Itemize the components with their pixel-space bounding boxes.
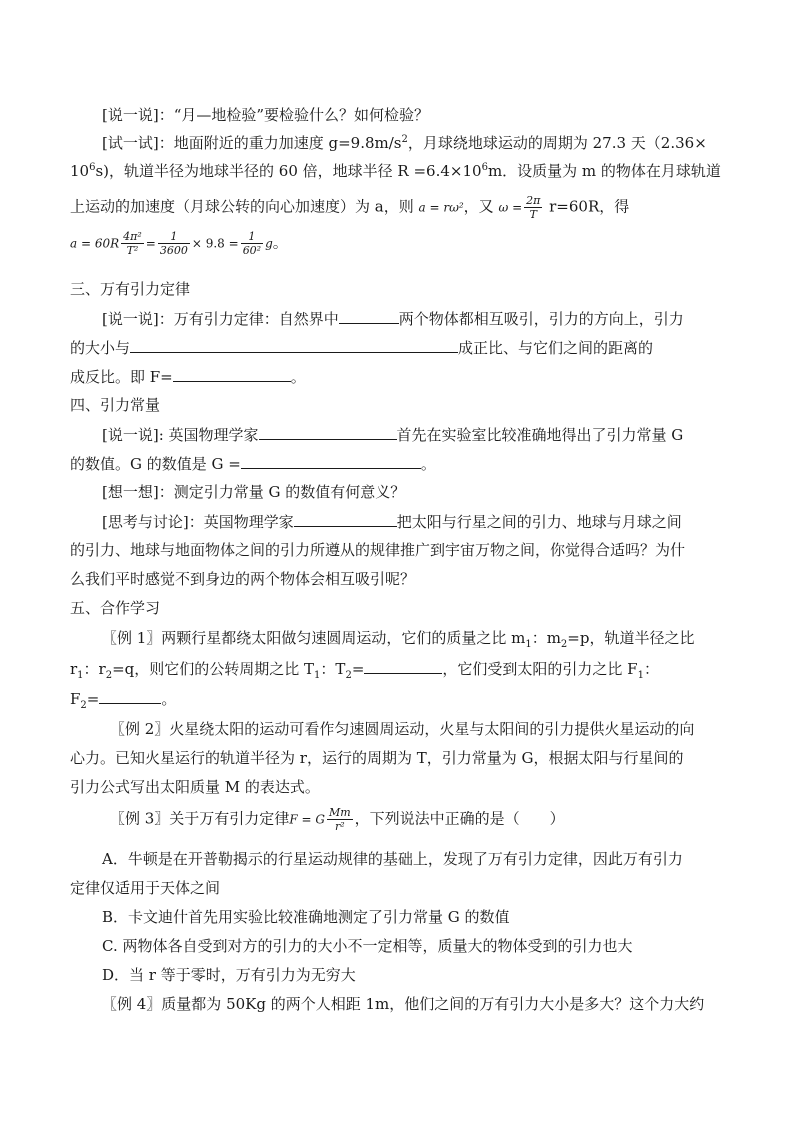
example-4-line xyxy=(102,994,725,1014)
text: [想一想]：测定引力常量 G 的数值有何意义？ xyxy=(102,483,406,501)
text: 。 xyxy=(161,690,177,708)
symbol-g: g xyxy=(265,236,273,251)
fill-blank[interactable] xyxy=(259,424,397,440)
text: [说一说]：“月—地检验”要检验什么？如何检验？ xyxy=(102,106,430,124)
text: F xyxy=(70,690,81,708)
discussion-line-2 xyxy=(70,540,725,560)
text: [说一说]: 英国物理学家 xyxy=(102,426,259,444)
text: r xyxy=(70,660,78,678)
option-b-line xyxy=(102,907,725,927)
text: 成正比、与它们之间的距离的 xyxy=(458,339,654,357)
text: 的引力、地球与地面物体之间的引力所遵从的规律推广到宇宙万物之间，你觉得合适吗？为什 xyxy=(70,541,686,559)
heading-text: 五、合作学习 xyxy=(70,599,161,617)
denominator: r² xyxy=(334,820,345,833)
text: 〖例 2〗火星绕太阳的运动可看作匀速圆周运动，火星与太阳间的引力提供火星运动的向 xyxy=(110,720,695,738)
text: 两个物体都相互吸引，引力的方向上，引力 xyxy=(398,310,684,328)
text: 10 xyxy=(70,162,90,180)
text: =q，则它们的公转周期之比 T xyxy=(112,660,315,678)
equals: = xyxy=(145,236,156,251)
heading-text: 三、万有引力定律 xyxy=(70,280,191,298)
text: = xyxy=(86,690,100,708)
text: 〖例 1〗两颗行星都绕太阳做匀速圆周运动，它们的质量之比 m xyxy=(102,629,526,647)
section-3-heading xyxy=(70,279,725,299)
fill-blank[interactable] xyxy=(294,511,397,527)
example-3-line xyxy=(110,806,725,833)
text: 。 xyxy=(290,368,306,386)
text: ，月球绕地球运动的周期为 27.3 天（2.36× xyxy=(407,134,707,152)
text: ：T xyxy=(320,660,346,678)
text: A．牛顿是在开普勒揭示的行星运动规律的基础上，发现了万有引力定律，因此万有引力 xyxy=(102,850,683,868)
subscript: 2 xyxy=(560,639,568,650)
text: 。 xyxy=(420,455,436,473)
fraction-4pi2-t2 xyxy=(121,230,144,257)
formula-a: a = rω² xyxy=(418,200,464,215)
text: 引力公式写出太阳质量 M 的表达式。 xyxy=(70,778,320,796)
text: 么我们平时感觉不到身边的两个物体会相互吸引呢？ xyxy=(70,570,416,588)
example-1-line xyxy=(102,628,725,648)
text: 把太阳与行星之间的引力、地球与月球之间 xyxy=(396,513,682,531)
subscript: 1 xyxy=(637,670,644,681)
try-acceleration-line xyxy=(70,194,725,221)
option-a-line xyxy=(102,849,725,869)
example-2-line-2 xyxy=(70,748,725,768)
text: 心力。已知火星运行的轨道半径为 r，运行的周期为 T，引力常量为 G，根据太阳与行星间的 xyxy=(70,749,684,767)
text: m．设质量为 m 的物体在月球轨道 xyxy=(487,162,721,180)
fraction-1-3600 xyxy=(158,230,190,257)
option-c-line xyxy=(102,936,725,956)
gravitation-law-line xyxy=(102,308,725,329)
superscript: 2 xyxy=(401,134,408,145)
discussion-line-3 xyxy=(70,569,725,589)
fill-blank[interactable] xyxy=(364,658,442,674)
text: s)，轨道半径为地球半径的 60 倍，地球半径 R =6.4×10 xyxy=(95,162,482,180)
text: 〖例 4〗质量都为 50Kg 的两个人相距 1m，他们之间的万有引力大小是多大？这个力大约 xyxy=(102,995,705,1013)
subscript: 1 xyxy=(77,670,84,681)
text: = xyxy=(351,660,365,678)
text: ，下列说法中正确的是（ ） xyxy=(354,809,565,828)
try-gravity-line xyxy=(102,133,725,153)
text: ：r xyxy=(83,660,106,678)
subscript: 2 xyxy=(105,670,113,681)
numerator: 2π xyxy=(526,194,541,207)
subscript: 1 xyxy=(314,670,321,681)
physicist-line xyxy=(102,424,725,445)
subscript: 2 xyxy=(80,700,87,711)
fill-blank[interactable] xyxy=(241,453,421,469)
fill-blank[interactable] xyxy=(99,688,161,704)
text: [思考与讨论]：英国物理学家 xyxy=(102,513,294,531)
denominator: T xyxy=(529,208,537,221)
text: 定律仅适用于天体之间 xyxy=(70,879,221,897)
example-1-line-3 xyxy=(70,688,725,709)
text: C. 两物体各自受到对方的引力的大小不一定相等，质量大的物体受到的引力也大 xyxy=(102,937,633,955)
fraction-omega xyxy=(524,194,542,221)
text: ，又 xyxy=(463,197,494,216)
think-line xyxy=(102,482,725,502)
section-5-heading xyxy=(70,598,725,618)
fraction-Mm-r2 xyxy=(327,806,353,833)
denominator: 60² xyxy=(242,244,262,257)
option-d-line xyxy=(102,965,725,985)
text: 的大小与 xyxy=(70,339,131,357)
fill-blank[interactable] xyxy=(130,337,458,353)
heading-text: 四、引力常量 xyxy=(70,396,161,414)
formula-F: F = G xyxy=(289,812,325,827)
example-1-line-2 xyxy=(70,658,725,679)
text: [试一试]：地面附近的重力加速度 g=9.8m/s xyxy=(102,134,402,152)
text: ，它们受到太阳的引力之比 F xyxy=(442,660,638,678)
text: ： xyxy=(643,660,659,678)
subscript: 2 xyxy=(345,670,352,681)
text: D．当 r 等于零时，万有引力为无穷大 xyxy=(102,966,356,984)
example-2-line-3 xyxy=(70,777,725,797)
try-period-line xyxy=(70,161,725,181)
g-value-line xyxy=(70,453,725,474)
numerator: 4π² xyxy=(123,230,142,243)
times: × 9.8 = xyxy=(191,236,239,251)
formula-lhs: a = 60R xyxy=(70,236,120,251)
fill-blank[interactable] xyxy=(173,366,291,382)
fill-blank[interactable] xyxy=(339,308,399,324)
denominator: T² xyxy=(126,244,139,257)
text: 成反比。即 F= xyxy=(70,368,173,386)
denominator: 3600 xyxy=(159,244,188,257)
gravitation-magnitude-line xyxy=(70,337,725,358)
text: 上运动的加速度（月球公转的向心加速度）为 a，则 xyxy=(70,197,414,216)
fraction-1-60sq xyxy=(241,230,263,257)
formula-omega: ω = xyxy=(498,200,523,215)
say-month-earth-check xyxy=(102,105,725,125)
acceleration-formula: a = 60R $\frac{\text{4π²}}{\text{T²}}$ = $\frac{1}{3600}$ × 9.8 = $\frac{1}{\text{60²}}$ g。 xyxy=(70,230,288,257)
text: 首先在实验室比较准确地得出了引力常量 G xyxy=(396,426,684,444)
subscript: 1 xyxy=(525,639,532,650)
text: =p，轨道半径之比 xyxy=(567,629,695,647)
superscript: 6 xyxy=(89,162,96,173)
text: 〖例 3〗关于万有引力定律 xyxy=(110,809,290,828)
example-2-line xyxy=(110,719,725,739)
section-4-heading xyxy=(70,395,725,415)
text: B．卡文迪什首先用实验比较准确地测定了引力常量 G 的数值 xyxy=(102,908,510,926)
numerator: Mm xyxy=(328,806,351,819)
text: [说一说]：万有引力定律：自然界中 xyxy=(102,310,339,328)
text: 的数值。G 的数值是 G = xyxy=(70,455,241,473)
gravitation-inverse-line xyxy=(70,366,725,387)
text: r=60R，得 xyxy=(549,197,630,216)
superscript: 6 xyxy=(481,162,488,173)
numerator: 1 xyxy=(241,230,263,244)
text: ：m xyxy=(531,629,561,647)
option-a-line-2 xyxy=(70,878,725,898)
numerator: 1 xyxy=(158,230,190,244)
discussion-line xyxy=(102,511,725,532)
